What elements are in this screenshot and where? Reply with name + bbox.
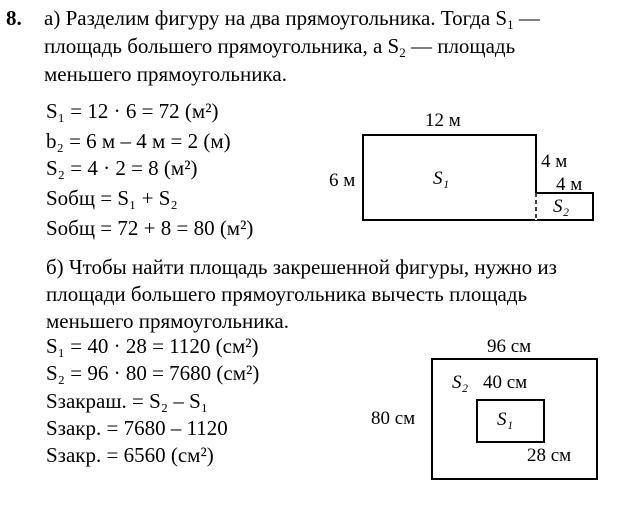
part-b-bottom-label: 28 см (527, 445, 572, 466)
part-a-top-label: 12 м (425, 110, 461, 131)
part-a-small-top-label: 4 м (556, 174, 583, 195)
part-a-intro-text-2: площадь большего прямоугольника, а S (44, 34, 400, 58)
part-b-intro-line-1: б) Чтобы найти площадь закрешенной фигуры, нужно из (46, 255, 557, 279)
part-a-intro-tail-1: — (513, 6, 540, 30)
part-a-big-area-label: S₁ (433, 168, 450, 189)
task-number: 8. (6, 6, 22, 30)
part-b-calc-4: Sзакр. = 7680 – 1120 (46, 416, 228, 440)
part-b-calc-1: S₁ = 40 · 28 = 1120 (см²) (46, 334, 259, 358)
part-a-right-label: 4 м (541, 151, 568, 172)
part-b-intro-line-3: меньшего прямоугольника. (46, 309, 289, 333)
part-b-outer-area-label: S₂ (452, 372, 469, 393)
part-b-intro-line-2: площади большего прямоугольника вычесть площадь (46, 282, 528, 306)
part-a-intro-line-1: а) Разделим фигуру на два прямоугольника. Тогда $S_1$ — (44, 6, 540, 32)
part-a-intro-line-2: площадь большего прямоугольника, а $S_2$ — площадь (44, 34, 516, 60)
part-b-top-label: 96 см (487, 336, 532, 357)
part-b-inner-top-label: 40 см (483, 372, 528, 393)
part-a-calc-1: S₁ = 12 · 6 = 72 (м²) (46, 99, 219, 123)
part-a-calc-3: S₂ = 4 · 2 = 8 (м²) (46, 156, 198, 180)
part-a-calc-2: b₂ = 6 м – 4 м = 2 (м) (46, 129, 231, 153)
part-a-calc-5: Sобщ = 72 + 8 = 80 (м²) (46, 216, 254, 240)
part-b-calc-3: Sзакраш. = S₂ – S₁ (46, 389, 209, 413)
part-a-calc-4: Sобщ = S₁ + S₂ (46, 186, 178, 210)
part-a-intro-tail-2: — площадь (405, 34, 516, 58)
part-a-intro-text-1: а) Разделим фигуру на два прямоугольника. Тогда S (44, 6, 508, 30)
part-b-calc-2: S₂ = 96 · 80 = 7680 (см²) (46, 361, 260, 385)
part-b-left-label: 80 см (371, 408, 416, 429)
part-a-left-label: 6 м (329, 170, 356, 191)
part-a-small-area-label: S₂ (553, 196, 570, 217)
part-a-intro-line-3: меньшего прямоугольника. (44, 62, 287, 86)
part-b-calc-5: Sзакр. = 6560 (см²) (46, 443, 214, 467)
part-b-inner-area-label: S₁ (497, 409, 514, 430)
